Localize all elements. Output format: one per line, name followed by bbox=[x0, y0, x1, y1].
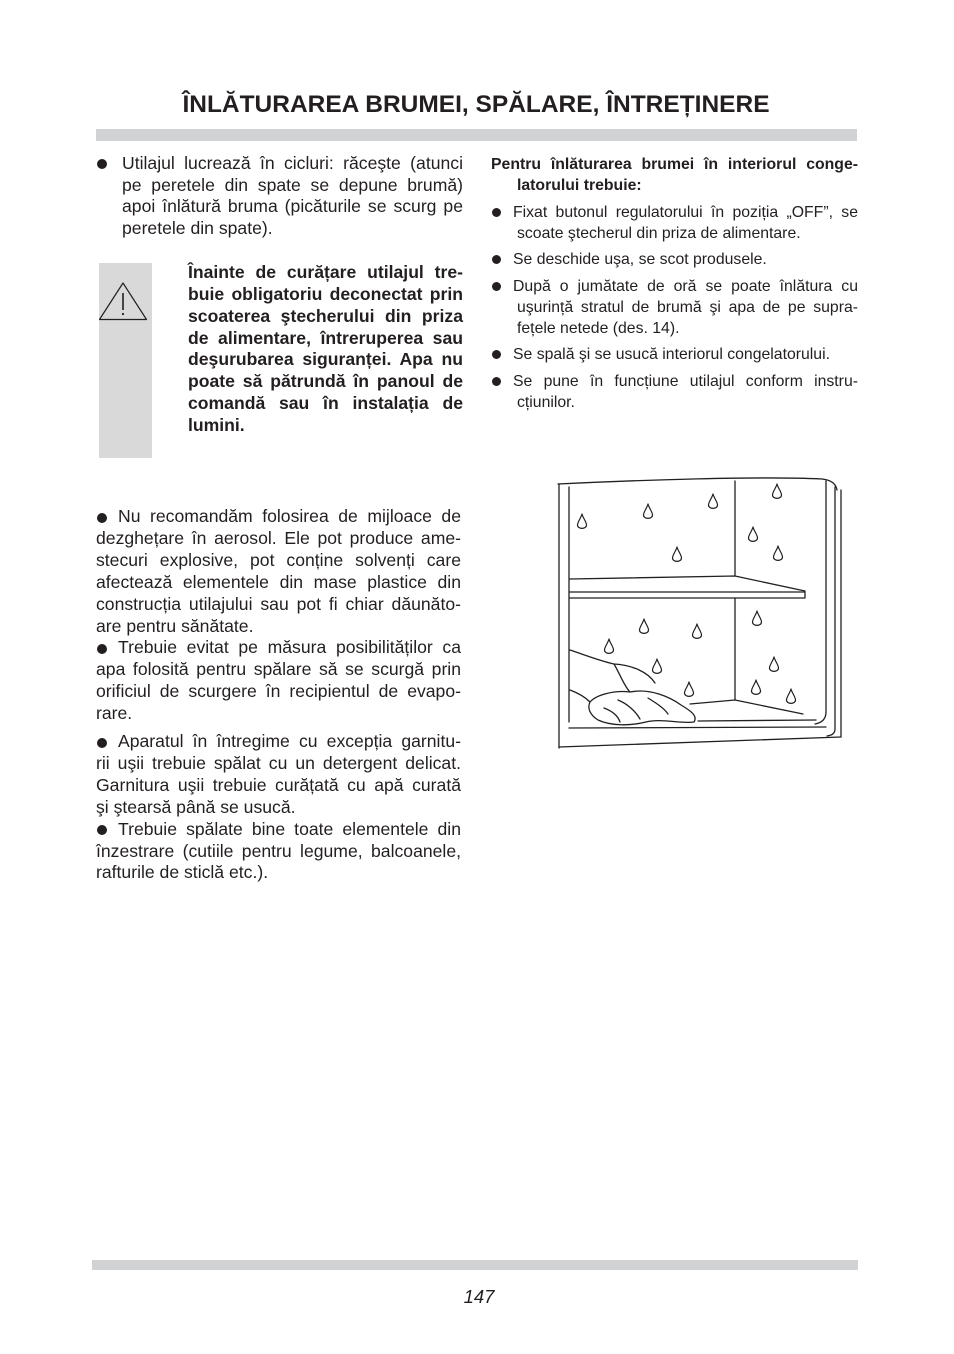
step-text: După o jumătate de oră se poate înlătura cu bbox=[513, 277, 858, 295]
item-line: afectează elementele din mase plastice din bbox=[96, 571, 461, 592]
cabinet-inner-right bbox=[815, 481, 826, 724]
water-drop bbox=[605, 639, 614, 653]
intro-paragraph bbox=[96, 153, 463, 240]
intro-line: Utilajul lucrează în cicluri: răceşte (atunci bbox=[122, 153, 463, 173]
water-drop bbox=[774, 546, 783, 560]
page-number: 147 bbox=[463, 1286, 495, 1307]
water-drop bbox=[773, 484, 782, 498]
step-line: fețele netede (des. 14). bbox=[517, 319, 680, 337]
list-item bbox=[96, 819, 461, 885]
floor-back-edge bbox=[690, 700, 803, 714]
step-line: uşurință stratul de brumă şi apa de pe supra- bbox=[517, 298, 858, 316]
step-item bbox=[491, 276, 858, 339]
cabinet-bottom-inner bbox=[569, 727, 826, 728]
water-drop bbox=[653, 659, 662, 673]
water-drop bbox=[644, 504, 653, 518]
item-line: dezghețare în aerosol. Ele pot produce ame- bbox=[96, 527, 461, 548]
water-drop bbox=[709, 494, 718, 508]
step-line bbox=[491, 276, 858, 297]
list-item bbox=[96, 506, 461, 637]
bullet-dot-icon bbox=[491, 207, 513, 217]
warning-triangle-icon bbox=[99, 263, 152, 458]
bullet-dot-icon bbox=[96, 738, 118, 748]
bullet-dot-icon bbox=[491, 254, 513, 264]
water-drop bbox=[753, 611, 762, 625]
warning-line: lumini. bbox=[188, 415, 245, 436]
item-line: construcția utilajului sau pot fi chiar dăunăto- bbox=[96, 593, 461, 614]
warning-line: Înainte de curățare utilajul tre- bbox=[188, 262, 463, 282]
step-item bbox=[491, 202, 858, 244]
item-line bbox=[96, 506, 461, 528]
step-line: cțiunilor. bbox=[517, 393, 575, 411]
item-line: apa folosită pentru spălare să se scurgă prin bbox=[96, 659, 461, 680]
item-line: stecuri explosive, pot conține solvenți care bbox=[96, 549, 461, 570]
item-line bbox=[96, 637, 461, 659]
item-line: rii uşii trebuie spălat cu un detergent delicat. bbox=[96, 752, 461, 773]
item-text: Trebuie evitat pe măsura posibilităților ca bbox=[118, 637, 461, 658]
water-drop bbox=[752, 680, 761, 694]
step-line bbox=[491, 371, 858, 392]
shelf-front-edge bbox=[570, 592, 805, 598]
item-line: rafturile de sticlă etc.). bbox=[96, 862, 269, 883]
item-line: orificiul de scurgere în recipientul de evapo- bbox=[96, 681, 461, 702]
water-drop bbox=[685, 682, 694, 696]
list-item bbox=[96, 637, 461, 725]
warning-line: comandă sau în instalația de bbox=[188, 393, 463, 414]
warning-line: buie obligatoriu deconectat prin bbox=[188, 283, 463, 304]
illustration-svg bbox=[555, 474, 847, 754]
cabinet-top-edge bbox=[558, 478, 837, 490]
water-drops bbox=[578, 484, 796, 703]
bullet-dot-icon bbox=[491, 349, 513, 359]
water-drop bbox=[640, 619, 649, 633]
heading-line: Pentru înlăturarea brumei în interiorul conge- bbox=[491, 155, 858, 173]
item-line bbox=[96, 819, 461, 841]
item-text: Nu recomandăm folosirea de mijloace de bbox=[118, 506, 461, 526]
footer-rule bbox=[92, 1260, 858, 1270]
item-line: şi ştearsă până se usucă. bbox=[96, 796, 296, 817]
step-text: Fixat butonul regulatorului în poziția „OFF”, se bbox=[513, 203, 858, 221]
warning-panel bbox=[99, 263, 152, 458]
hand-with-cloth bbox=[570, 650, 695, 725]
intro-line: pe peretele din spate se depune brumă) bbox=[122, 174, 463, 195]
cabinet-inner-right-2 bbox=[827, 487, 835, 736]
page-title: ÎNLĂTURAREA BRUMEI, SPĂLARE, ÎNTREȚINERE bbox=[182, 91, 770, 118]
warning-line: de alimentare, întreruperea sau bbox=[188, 327, 463, 348]
list-item bbox=[96, 731, 461, 819]
step-line: scoate ştecherul din priza de alimentare. bbox=[517, 224, 801, 242]
step-item bbox=[491, 249, 858, 270]
item-line: rare. bbox=[96, 703, 133, 724]
item-text: Aparatul în întregime cu excepția garnitu- bbox=[118, 731, 461, 751]
step-line bbox=[491, 344, 858, 365]
freezer-defrost-illustration bbox=[555, 474, 847, 754]
water-drop bbox=[673, 547, 682, 561]
bullet-dot-icon bbox=[96, 825, 118, 835]
step-text: Se spală şi se usucă interiorul congelatorului. bbox=[513, 345, 830, 363]
warning-line: poate să pătrundă în panoul de bbox=[188, 371, 463, 392]
heading-line: latorului trebuie: bbox=[517, 176, 642, 194]
bullet-dot-icon bbox=[97, 159, 107, 169]
warning-line: scoaterea ştecherului din priza bbox=[188, 305, 463, 326]
bullet-dot-icon bbox=[96, 644, 118, 654]
intro-line: peretele din spate). bbox=[122, 218, 273, 239]
bullet-dot-icon bbox=[491, 281, 513, 291]
shelf-back-edge bbox=[570, 576, 805, 591]
cabinet-bottom-edge bbox=[559, 737, 841, 747]
step-line bbox=[491, 249, 858, 270]
warning-line: deşurubarea siguranței. Apa nu bbox=[188, 349, 463, 370]
water-drop bbox=[787, 689, 796, 703]
item-line: înzestrare (cutiile pentru legume, balcoanele, bbox=[96, 840, 461, 861]
item-line: Garnitura uşii trebuie curățată cu apă curată bbox=[96, 774, 461, 795]
water-drop bbox=[693, 624, 702, 638]
step-item bbox=[491, 344, 858, 365]
right-heading bbox=[491, 154, 858, 196]
step-line bbox=[491, 202, 858, 223]
bullet-dot-icon bbox=[96, 513, 118, 523]
water-drop bbox=[770, 657, 779, 671]
intro-line: apoi înlătură bruma (picăturile se scurg pe bbox=[122, 196, 463, 217]
bullet-dot-icon bbox=[491, 376, 513, 386]
water-drop bbox=[749, 527, 758, 541]
item-line bbox=[96, 731, 461, 753]
step-item bbox=[491, 371, 858, 413]
item-text: Trebuie spălate bine toate elementele din bbox=[118, 818, 461, 839]
water-drop bbox=[578, 514, 587, 528]
header-rule bbox=[96, 129, 857, 141]
step-text: Se pune în funcțiune utilajul conform instru- bbox=[513, 372, 858, 390]
item-line: are pentru sănătate. bbox=[96, 615, 254, 636]
step-text: Se deschide uşa, se scot produsele. bbox=[513, 250, 767, 268]
warning-text bbox=[188, 262, 463, 437]
floor-front-edge bbox=[698, 720, 816, 721]
